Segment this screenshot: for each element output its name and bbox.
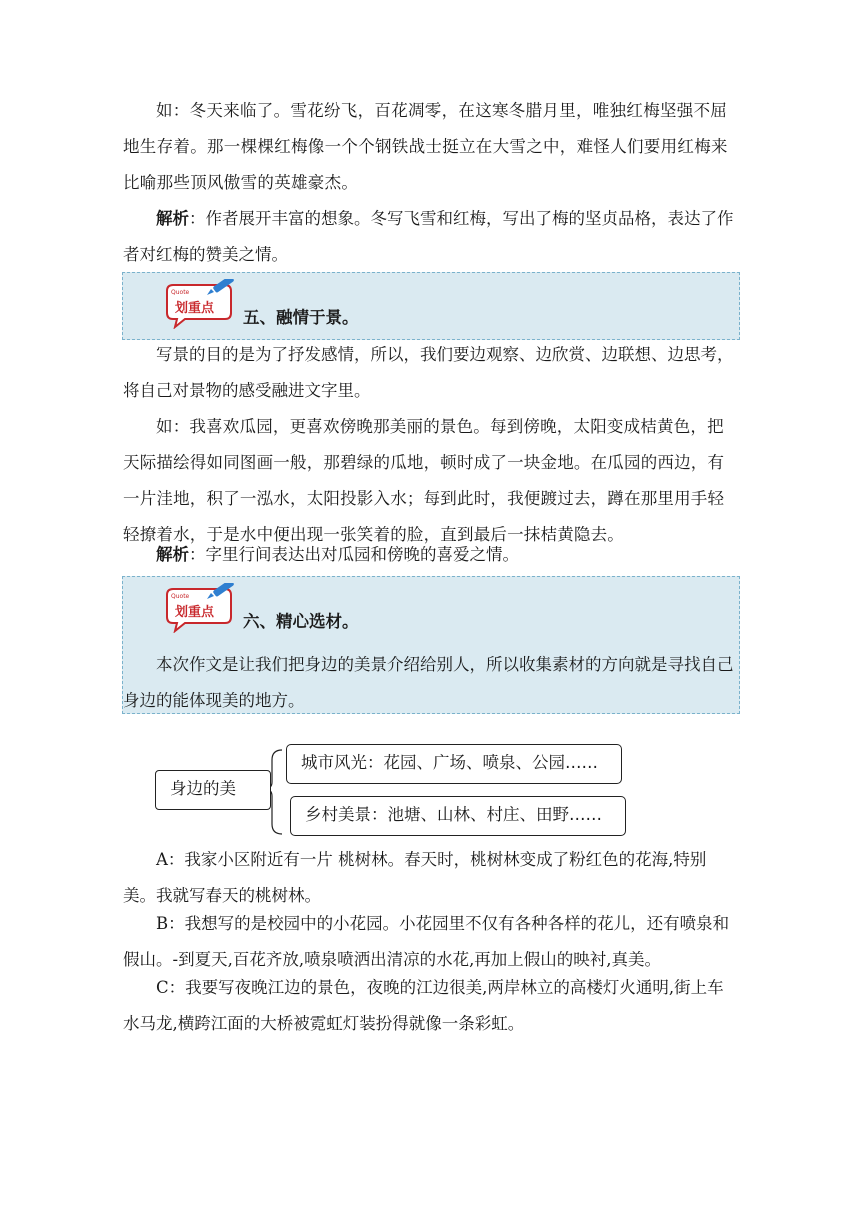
mindmap-branch-country: 乡村美景：池塘、山林、村庄、田野…… bbox=[290, 796, 626, 836]
mindmap-branch-city: 城市风光：花园、广场、喷泉、公园…… bbox=[286, 744, 622, 784]
analysis-label: 解析 bbox=[156, 545, 189, 564]
example-paragraph-1: 如：冬天来临了。雪花纷飞，百花凋零，在这寒冬腊月里，唯独红梅坚强不屈地生存着。那一棵棵红梅像一个个钢铁战士挺立在大雪之中，难怪人们要用红梅来比喻那些顶风傲雪的英雄豪杰。 bbox=[123, 101, 728, 192]
badge-text: 划重点 bbox=[175, 301, 215, 316]
analysis-paragraph-1 bbox=[123, 201, 739, 273]
analysis-text: ：字里行间表达出对瓜园和傍晚的喜爱之情。 bbox=[189, 545, 519, 564]
answer-b: B：我想写的是校园中的小花园。小花园里不仅有各种各样的花儿，还有喷泉和假山。-到夏天,百花齐放,喷泉喷洒出清凉的水花,再加上假山的映衬,真美。 bbox=[123, 914, 730, 969]
analysis-label: 解析 bbox=[156, 209, 189, 228]
badge-small-text: Quote bbox=[171, 593, 190, 600]
highlight-badge-icon bbox=[163, 279, 241, 329]
answer-c: C：我要写夜晚江边的景色，夜晚的江边很美,两岸林立的高楼灯火通明,街上车水马龙,横跨江面的大桥被霓虹灯装扮得就像一条彩虹。 bbox=[123, 978, 724, 1033]
section-title-5: 五、融情于景。 bbox=[243, 308, 359, 327]
badge-text: 划重点 bbox=[175, 605, 215, 620]
analysis-text: ：作者展开丰富的想象。冬写飞雪和红梅，写出了梅的坚贞品格，表达了作者对红梅的赞美之情。 bbox=[123, 209, 734, 264]
key-point-box-6 bbox=[122, 576, 740, 714]
key-point-box-5 bbox=[122, 272, 740, 340]
section-title-6: 六、精心选材。 bbox=[243, 612, 359, 631]
highlight-badge-icon bbox=[163, 583, 241, 633]
example-paragraph-2: 如：我喜欢瓜园，更喜欢傍晚那美丽的景色。每到傍晚，太阳变成桔黄色，把天际描绘得如同图画一般，那碧绿的瓜地，顿时成了一块金地。在瓜园的西边，有一片洼地，积了一泓水，太阳投影入水；每到此时，我便踱过去，蹲在那里用手轻轻撩着水，于是水中便出现一张笑着的脸，直到最后一抹桔黄隐去。 bbox=[123, 417, 725, 544]
body-paragraph-5: 写景的目的是为了抒发感情，所以，我们要边观察、边欣赏、边联想、边思考，将自己对景物的感受融进文字里。 bbox=[123, 345, 734, 400]
badge-small-text: Quote bbox=[171, 289, 190, 296]
analysis-paragraph-2 bbox=[123, 537, 739, 573]
section-body-6: 本次作文是让我们把身边的美景介绍给别人，所以收集素材的方向就是寻找自己身边的能体现美的地方。 bbox=[123, 655, 734, 710]
mindmap-root: 身边的美 bbox=[155, 770, 271, 810]
answer-a: A：我家小区附近有一片 桃树林。春天时，桃树林变成了粉红色的花海,特别美。我就写春天的桃树林。 bbox=[123, 850, 707, 905]
